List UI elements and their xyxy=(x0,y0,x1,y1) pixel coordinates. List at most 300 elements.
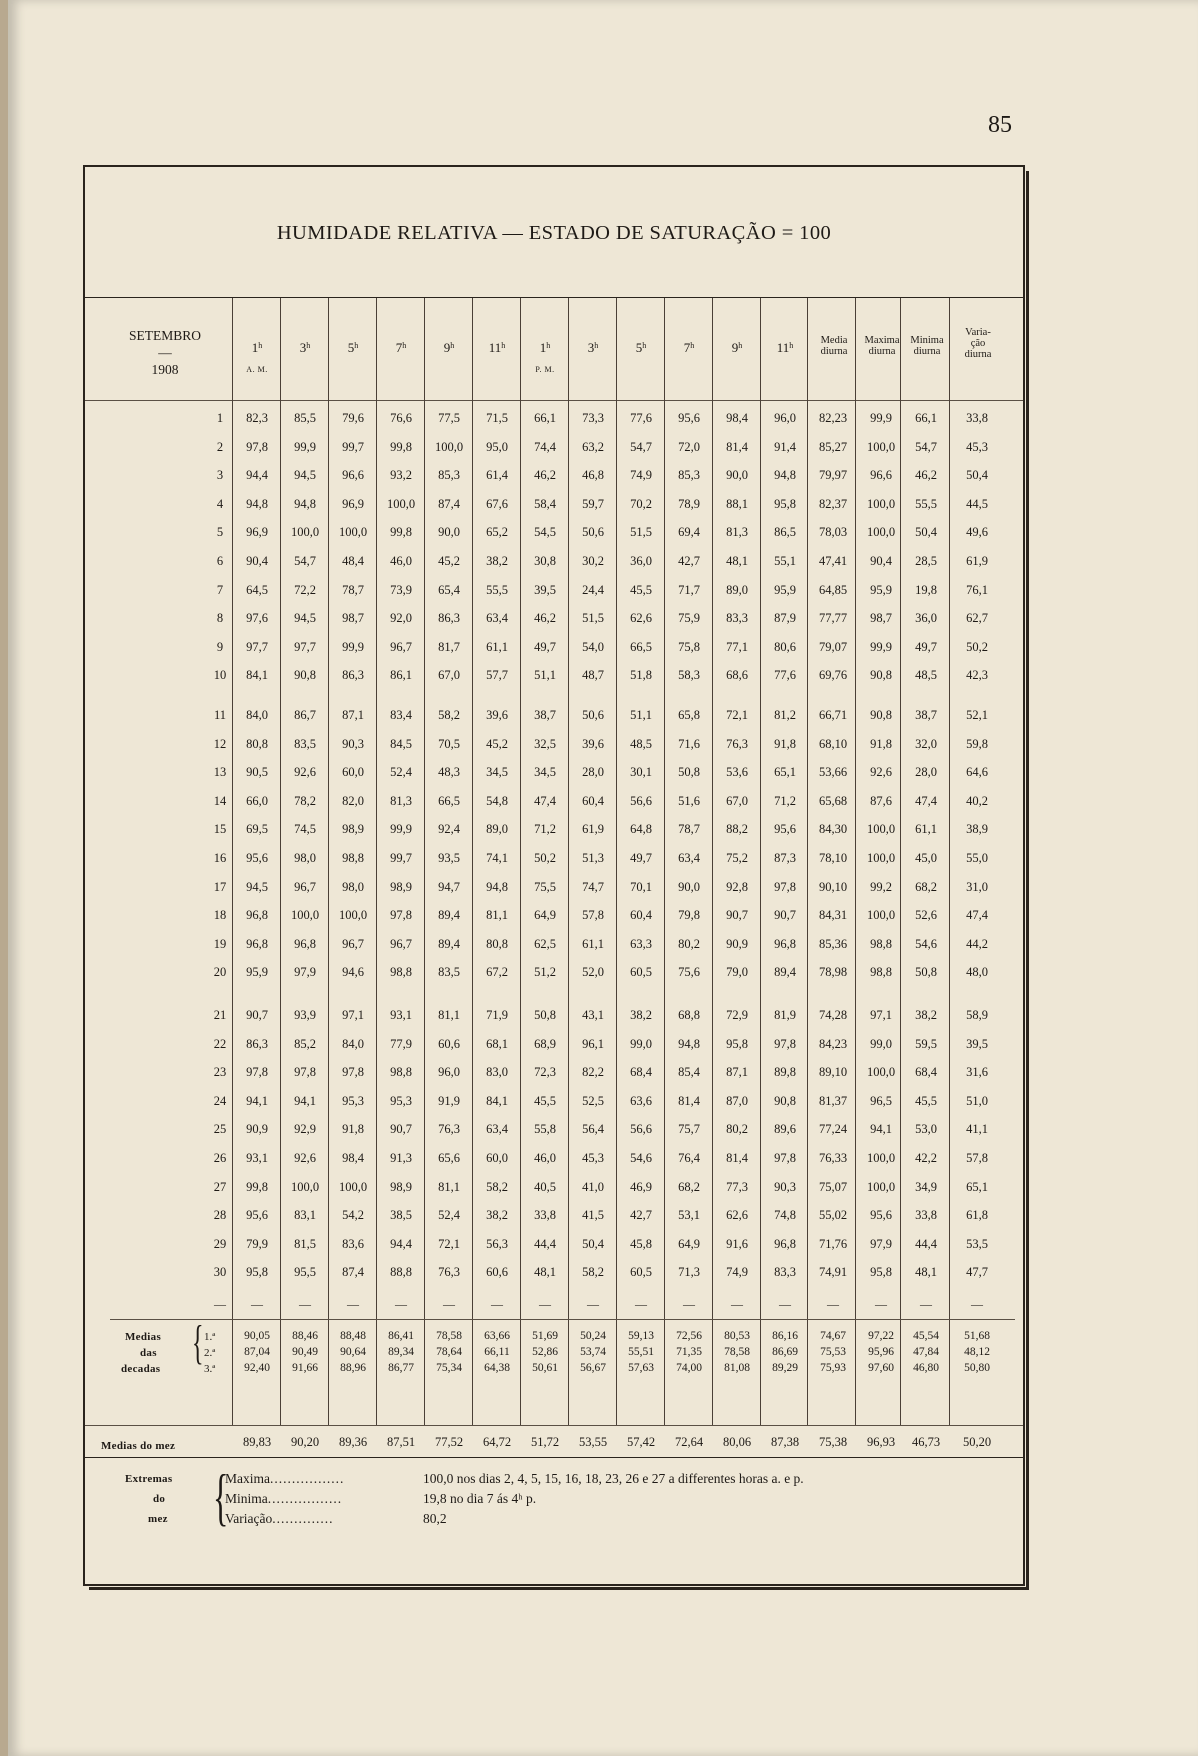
value-cell: 79,9 xyxy=(246,1236,268,1251)
value-cell: 63,4 xyxy=(486,1122,508,1137)
page xyxy=(8,0,1198,1756)
value-cell: 98,9 xyxy=(342,822,364,837)
value-cell: 51,69 xyxy=(532,1330,558,1342)
value-cell: 62,6 xyxy=(630,611,652,626)
value-cell: 46,0 xyxy=(534,1151,556,1165)
value-cell: 96,7 xyxy=(390,639,412,654)
value-cell: 95,8 xyxy=(726,1036,748,1051)
value-cell: 92,8 xyxy=(726,879,748,894)
month-means-values xyxy=(85,1433,1023,1453)
month-means-bottom-rule xyxy=(85,1457,1023,1458)
value-cell: 84,1 xyxy=(486,1093,508,1108)
extremes-label-3: mez xyxy=(148,1513,168,1525)
value-cell: 87,0 xyxy=(726,1093,748,1108)
value-cell: 50,80 xyxy=(964,1362,990,1374)
value-cell: 97,1 xyxy=(342,1008,364,1022)
value-cell: 43,1 xyxy=(582,1008,604,1022)
value-cell: 83,6 xyxy=(342,1236,364,1251)
value-cell: 42,2 xyxy=(915,1151,937,1165)
hour-header xyxy=(377,339,425,354)
value-cell: 50,8 xyxy=(534,1008,556,1022)
value-cell: 91,3 xyxy=(390,1151,412,1165)
value-cell: 58,2 xyxy=(438,708,460,722)
value-cell: 31,6 xyxy=(966,1065,988,1080)
value-cell: 38,2 xyxy=(915,1008,937,1022)
value-cell: 39,5 xyxy=(966,1036,988,1051)
value-cell: 97,1 xyxy=(870,1008,892,1022)
value-cell: 63,3 xyxy=(630,936,652,951)
value-cell: 98,8 xyxy=(390,965,412,980)
value-cell: 73,3 xyxy=(582,411,604,425)
value-cell: 89,6 xyxy=(774,1122,796,1137)
table-row xyxy=(85,438,1023,458)
value-cell: 46,2 xyxy=(915,468,937,483)
value-cell: 50,24 xyxy=(580,1330,606,1342)
media-diurna-header xyxy=(809,335,859,357)
variacao-diurna-header-line: diurna xyxy=(964,349,992,360)
value-cell: 57,63 xyxy=(628,1362,654,1374)
value-cell: 74,9 xyxy=(726,1265,748,1280)
value-cell: 99,9 xyxy=(294,439,316,454)
value-cell: 54,7 xyxy=(294,554,316,568)
value-cell: 67,2 xyxy=(486,965,508,980)
hour-header xyxy=(473,339,521,354)
value-cell: 92,6 xyxy=(870,765,892,780)
value-cell: 51,72 xyxy=(530,1435,560,1449)
value-cell: 96,8 xyxy=(246,936,268,951)
hour-header xyxy=(617,339,665,354)
value-cell: 62,5 xyxy=(534,936,556,951)
value-cell: 95,6 xyxy=(246,1208,268,1223)
value-cell: 66,71 xyxy=(818,708,848,722)
value-cell: 42,7 xyxy=(630,1208,652,1223)
value-cell: 93,1 xyxy=(246,1151,268,1165)
day-cell: 25 xyxy=(213,1122,227,1137)
value-cell: 92,40 xyxy=(244,1362,270,1374)
value-cell: 50,8 xyxy=(915,965,937,980)
value-cell: 53,5 xyxy=(966,1236,988,1251)
value-cell: 51,5 xyxy=(630,525,652,540)
value-cell: 81,9 xyxy=(774,1008,796,1022)
value-cell: 80,8 xyxy=(486,936,508,951)
value-cell: 45,8 xyxy=(630,1236,652,1251)
value-cell: 52,6 xyxy=(915,908,937,923)
value-cell: 94,1 xyxy=(870,1122,892,1137)
value-cell: 50,6 xyxy=(582,525,604,540)
value-cell: 94,8 xyxy=(774,468,796,483)
value-cell: 50,4 xyxy=(582,1236,604,1251)
day-cell: 21 xyxy=(213,1008,227,1022)
value-cell: 88,1 xyxy=(726,496,748,511)
maxima-diurna-header-line: Maxima xyxy=(864,335,900,346)
value-cell: 94,7 xyxy=(438,879,460,894)
value-cell: 95,3 xyxy=(342,1093,364,1108)
value-cell: 75,2 xyxy=(726,851,748,865)
value-cell: 86,7 xyxy=(294,708,316,722)
day-cell: 5 xyxy=(216,525,224,540)
value-cell: 50,2 xyxy=(534,851,556,865)
value-cell: 38,2 xyxy=(630,1008,652,1022)
value-cell: 88,8 xyxy=(390,1265,412,1280)
value-cell: 88,48 xyxy=(340,1330,366,1342)
value-cell: — xyxy=(539,1297,551,1311)
value-cell: 97,9 xyxy=(294,965,316,980)
value-cell: 51,8 xyxy=(630,668,652,683)
value-cell: 53,6 xyxy=(726,765,748,780)
value-cell: 73,9 xyxy=(390,582,412,597)
value-cell: 96,1 xyxy=(582,1036,604,1051)
value-cell: 90,3 xyxy=(342,736,364,751)
value-cell: 94,1 xyxy=(246,1093,268,1108)
value-cell: — xyxy=(683,1297,695,1311)
table-row xyxy=(85,1035,1023,1055)
value-cell: 95,96 xyxy=(868,1346,894,1358)
value-cell: 100,0 xyxy=(290,525,320,540)
hour-number: 3 xyxy=(299,340,307,355)
value-cell: 90,0 xyxy=(726,468,748,483)
value-cell: 75,53 xyxy=(820,1346,846,1358)
hour-header xyxy=(521,339,569,354)
value-cell: 66,1 xyxy=(534,411,556,425)
value-cell: 100,0 xyxy=(338,525,368,540)
extreme-variacao-name: Variação.............. xyxy=(225,1511,334,1526)
value-cell: 55,0 xyxy=(966,851,988,865)
value-cell: 98,9 xyxy=(390,1179,412,1194)
hour-header xyxy=(233,339,281,354)
value-cell: 52,5 xyxy=(582,1093,604,1108)
value-cell: 61,9 xyxy=(966,554,988,568)
value-cell: 55,51 xyxy=(628,1346,654,1358)
value-cell: 74,67 xyxy=(820,1330,846,1342)
value-cell: 86,1 xyxy=(390,668,412,683)
value-cell: 64,85 xyxy=(818,582,848,597)
value-cell: 46,9 xyxy=(630,1179,652,1194)
value-cell: 59,13 xyxy=(628,1330,654,1342)
value-cell: 94,5 xyxy=(294,611,316,626)
value-cell: 86,77 xyxy=(388,1362,414,1374)
value-cell: 80,2 xyxy=(678,936,700,951)
table-row xyxy=(85,792,1023,812)
table-row xyxy=(85,820,1023,840)
value-cell: 81,2 xyxy=(774,708,796,722)
value-cell: 76,3 xyxy=(438,1265,460,1280)
value-cell: 83,0 xyxy=(486,1065,508,1080)
value-cell: 31,0 xyxy=(966,879,988,894)
value-cell: 28,0 xyxy=(915,765,937,780)
value-cell: 76,1 xyxy=(966,582,988,597)
decade-brace: { xyxy=(192,1316,204,1369)
value-cell: 100,0 xyxy=(386,496,416,511)
value-cell: 48,0 xyxy=(966,965,988,980)
value-cell: 97,9 xyxy=(870,1236,892,1251)
hour-number: 5 xyxy=(635,340,643,355)
hour-suffix: h xyxy=(642,341,647,350)
day-cell: 20 xyxy=(213,965,227,980)
table-row xyxy=(85,466,1023,486)
value-cell: 84,30 xyxy=(818,822,848,837)
value-cell: 95,9 xyxy=(246,965,268,980)
value-cell: 89,0 xyxy=(486,822,508,837)
table-row xyxy=(85,706,1023,726)
value-cell: 91,66 xyxy=(292,1362,318,1374)
value-cell: 48,1 xyxy=(534,1265,556,1280)
hour-header xyxy=(569,339,617,354)
value-cell: 95,9 xyxy=(870,582,892,597)
value-cell: — xyxy=(971,1297,983,1311)
value-cell: 32,5 xyxy=(534,736,556,751)
value-cell: 99,9 xyxy=(870,411,892,425)
value-cell: 96,7 xyxy=(294,879,316,894)
value-cell: 63,66 xyxy=(484,1330,510,1342)
value-cell: 96,7 xyxy=(342,936,364,951)
value-cell: 65,4 xyxy=(438,582,460,597)
value-cell: 85,5 xyxy=(294,411,316,425)
value-cell: 96,6 xyxy=(870,468,892,483)
value-cell: 55,02 xyxy=(818,1208,848,1223)
media-diurna-header-line: diurna xyxy=(820,346,848,357)
value-cell: 63,2 xyxy=(582,439,604,454)
value-cell: 41,5 xyxy=(582,1208,604,1223)
value-cell: 47,84 xyxy=(913,1346,939,1358)
value-cell: 45,2 xyxy=(438,554,460,568)
variacao-diurna-header-line: ção xyxy=(970,338,986,349)
day-cell: 1 xyxy=(216,411,224,425)
value-cell: 90,64 xyxy=(340,1346,366,1358)
value-cell: 46,0 xyxy=(390,554,412,568)
value-cell: 74,00 xyxy=(676,1362,702,1374)
value-cell: 84,31 xyxy=(818,908,848,923)
value-cell: 54,7 xyxy=(630,439,652,454)
value-cell: 52,1 xyxy=(966,708,988,722)
value-cell: 28,0 xyxy=(582,765,604,780)
value-cell: 60,0 xyxy=(342,765,364,780)
value-cell: 68,8 xyxy=(678,1008,700,1022)
value-cell: 94,8 xyxy=(486,879,508,894)
decade-label-3: decadas xyxy=(121,1363,161,1375)
value-cell: 100,0 xyxy=(866,908,896,923)
value-cell: 79,6 xyxy=(342,411,364,425)
decade-row xyxy=(85,1360,1023,1380)
value-cell: 65,2 xyxy=(486,525,508,540)
value-cell: 90,8 xyxy=(774,1093,796,1108)
value-cell: 75,9 xyxy=(678,611,700,626)
value-cell: 98,0 xyxy=(342,879,364,894)
value-cell: 79,8 xyxy=(678,908,700,923)
value-cell: 99,9 xyxy=(870,639,892,654)
value-cell: 96,5 xyxy=(870,1093,892,1108)
value-cell: 45,54 xyxy=(913,1330,939,1342)
value-cell: 95,5 xyxy=(294,1265,316,1280)
value-cell: 74,91 xyxy=(818,1265,848,1280)
hour-suffix: h xyxy=(690,341,695,350)
value-cell: 68,1 xyxy=(486,1036,508,1051)
value-cell: 94,1 xyxy=(294,1093,316,1108)
value-cell: 78,9 xyxy=(678,496,700,511)
hour-header xyxy=(329,339,377,354)
value-cell: 71,76 xyxy=(818,1236,848,1251)
value-cell: 54,6 xyxy=(630,1151,652,1165)
value-cell: 92,6 xyxy=(294,1151,316,1165)
table-row xyxy=(85,878,1023,898)
hour-suffix: h xyxy=(594,341,599,350)
value-cell: 50,61 xyxy=(532,1362,558,1374)
month-dash: — xyxy=(158,345,172,360)
value-cell: 98,8 xyxy=(870,965,892,980)
value-cell: 89,0 xyxy=(726,582,748,597)
value-cell: 51,3 xyxy=(582,851,604,865)
page-number: 85 xyxy=(988,112,1012,138)
value-cell: 86,16 xyxy=(772,1330,798,1342)
value-cell: 76,3 xyxy=(726,736,748,751)
hour-number: 3 xyxy=(587,340,595,355)
value-cell: 77,1 xyxy=(726,639,748,654)
value-cell: 72,0 xyxy=(678,439,700,454)
value-cell: 38,5 xyxy=(390,1208,412,1223)
table-row xyxy=(85,963,1023,983)
value-cell: 81,5 xyxy=(294,1236,316,1251)
value-cell: 48,7 xyxy=(582,668,604,683)
value-cell: 90,0 xyxy=(678,879,700,894)
value-cell: 86,5 xyxy=(774,525,796,540)
value-cell: 66,0 xyxy=(246,793,268,808)
value-cell: 76,3 xyxy=(438,1122,460,1137)
value-cell: 98,8 xyxy=(342,851,364,865)
value-cell: 97,60 xyxy=(868,1362,894,1374)
value-cell: 91,4 xyxy=(774,439,796,454)
day-cell: 26 xyxy=(213,1151,227,1165)
value-cell: 81,1 xyxy=(438,1008,460,1022)
value-cell: 75,5 xyxy=(534,879,556,894)
value-cell: 96,93 xyxy=(866,1435,896,1449)
table-row xyxy=(85,495,1023,515)
year-label: 1908 xyxy=(151,362,179,377)
day-cell: 14 xyxy=(213,793,227,808)
value-cell: 83,1 xyxy=(294,1208,316,1223)
table-row xyxy=(85,735,1023,755)
value-cell: 52,0 xyxy=(582,965,604,980)
value-cell: 99,8 xyxy=(390,439,412,454)
value-cell: 38,7 xyxy=(915,708,937,722)
value-cell: 78,58 xyxy=(724,1346,750,1358)
value-cell: 33,8 xyxy=(915,1208,937,1223)
value-cell: 48,1 xyxy=(915,1265,937,1280)
value-cell: 46,2 xyxy=(534,611,556,626)
value-cell: 97,7 xyxy=(294,639,316,654)
decade-ordinal-1: 1.ª xyxy=(204,1331,216,1343)
value-cell: 83,3 xyxy=(774,1265,796,1280)
hour-suffix: h xyxy=(789,341,794,350)
table-row xyxy=(85,1178,1023,1198)
value-cell: 80,06 xyxy=(722,1435,752,1449)
value-cell: 90,20 xyxy=(290,1435,320,1449)
value-cell: 75,34 xyxy=(436,1362,462,1374)
media-diurna-header-line: Media xyxy=(820,335,848,346)
value-cell: 90,49 xyxy=(292,1346,318,1358)
value-cell: — xyxy=(920,1297,932,1311)
value-cell: 74,4 xyxy=(534,439,556,454)
value-cell: 99,7 xyxy=(390,851,412,865)
value-cell: 100,0 xyxy=(338,908,368,923)
extreme-minima-value: 19,8 no dia 7 ás 4ʰ p. xyxy=(423,1491,537,1506)
value-cell: 90,8 xyxy=(294,668,316,683)
value-cell: 46,8 xyxy=(582,468,604,483)
value-cell: 77,5 xyxy=(438,411,460,425)
value-cell: 56,3 xyxy=(486,1236,508,1251)
value-cell: 30,2 xyxy=(582,554,604,568)
value-cell: 98,0 xyxy=(294,851,316,865)
value-cell: 84,1 xyxy=(246,668,268,683)
value-cell: 45,5 xyxy=(915,1093,937,1108)
value-cell: 56,6 xyxy=(630,1122,652,1137)
extremes-label-1: Extremas xyxy=(125,1473,173,1485)
extreme-maxima-name: Maxima................. xyxy=(225,1471,345,1486)
value-cell: 54,2 xyxy=(342,1208,364,1223)
value-cell: 60,6 xyxy=(438,1036,460,1051)
day-cell: 28 xyxy=(213,1208,227,1223)
value-cell: 63,6 xyxy=(630,1093,652,1108)
value-cell: 64,8 xyxy=(630,822,652,837)
value-cell: 24,4 xyxy=(582,582,604,597)
value-cell: 72,2 xyxy=(294,582,316,597)
value-cell: 80,2 xyxy=(726,1122,748,1137)
value-cell: 71,9 xyxy=(486,1008,508,1022)
value-cell: 100,0 xyxy=(866,822,896,837)
value-cell: 39,6 xyxy=(486,708,508,722)
value-cell: 60,5 xyxy=(630,965,652,980)
value-cell: 81,7 xyxy=(438,639,460,654)
value-cell: 90,10 xyxy=(818,879,848,894)
value-cell: 39,5 xyxy=(534,582,556,597)
value-cell: 82,2 xyxy=(582,1065,604,1080)
value-cell: 89,8 xyxy=(774,1065,796,1080)
value-cell: 63,4 xyxy=(678,851,700,865)
table-row xyxy=(85,1235,1023,1255)
value-cell: 72,64 xyxy=(674,1435,704,1449)
value-cell: 72,1 xyxy=(438,1236,460,1251)
hour-number: 5 xyxy=(347,340,355,355)
value-cell: 57,8 xyxy=(582,908,604,923)
value-cell: 45,5 xyxy=(534,1093,556,1108)
day-cell: 11 xyxy=(213,708,227,722)
value-cell: 90,7 xyxy=(390,1122,412,1137)
value-cell: 74,28 xyxy=(818,1008,848,1022)
value-cell: 61,4 xyxy=(486,468,508,483)
value-cell: 81,3 xyxy=(726,525,748,540)
value-cell: 53,74 xyxy=(580,1346,606,1358)
value-cell: 85,36 xyxy=(818,936,848,951)
day-cell: 8 xyxy=(216,611,224,626)
value-cell: 85,3 xyxy=(678,468,700,483)
hour-suffix: h xyxy=(306,341,311,350)
value-cell: 83,5 xyxy=(438,965,460,980)
value-cell: 99,0 xyxy=(630,1036,652,1051)
value-cell: 100,0 xyxy=(866,525,896,540)
value-cell: 74,8 xyxy=(774,1208,796,1223)
value-cell: 87,4 xyxy=(438,496,460,511)
value-cell: 34,5 xyxy=(486,765,508,780)
value-cell: 89,83 xyxy=(242,1435,272,1449)
value-cell: 69,5 xyxy=(246,822,268,837)
table-row xyxy=(85,935,1023,955)
value-cell: 33,8 xyxy=(966,411,988,425)
value-cell: 91,8 xyxy=(870,736,892,751)
value-cell: — xyxy=(443,1297,455,1311)
hour-suffix: h xyxy=(450,341,455,350)
value-cell: 56,6 xyxy=(630,793,652,808)
value-cell: 51,68 xyxy=(964,1330,990,1342)
value-cell: 98,8 xyxy=(870,936,892,951)
value-cell: 41,1 xyxy=(966,1122,988,1137)
